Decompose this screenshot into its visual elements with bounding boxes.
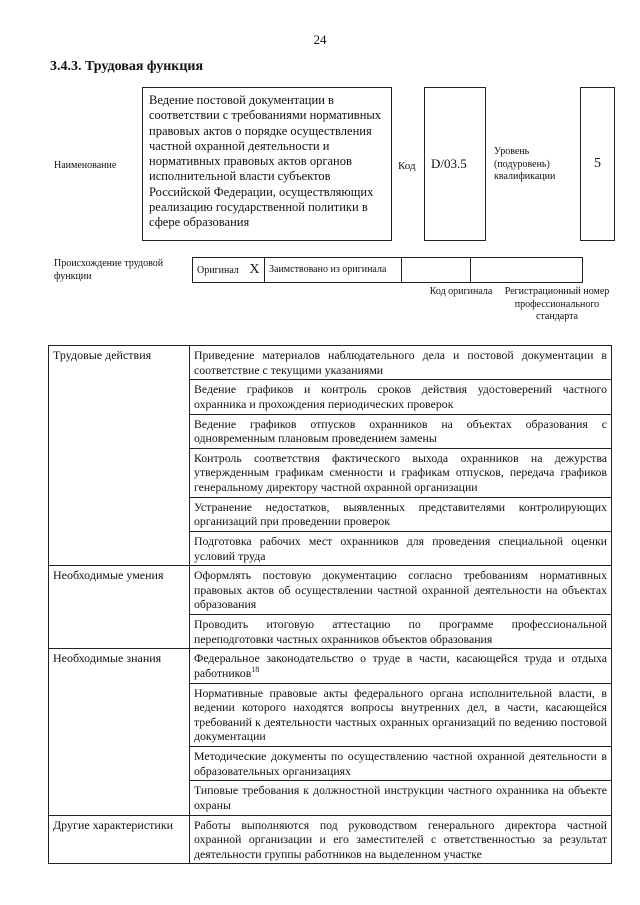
reg-number-cell [471, 258, 583, 283]
reg-number-label: Регистрационный номер профессионального стандарта [504, 286, 610, 322]
table-row [49, 815, 612, 864]
original-label: Оригинал [197, 264, 239, 276]
table-row [49, 566, 612, 615]
category-cell: Необходимые умения [49, 566, 190, 649]
table-cell [190, 649, 612, 683]
page-number: 24 [313, 32, 327, 47]
table-cell: Работы выполняются под руководством генерального директора частной охранной организации и его заместителей с ответственностью за результат деятельности группы работников на выделенном участке [190, 815, 612, 864]
table-cell: Ведение графиков отпусков охранников на объектах образования с одновременным плановым проведением замены [190, 414, 612, 448]
table-cell: Проводить итоговую аттестацию по программе профессиональной переподготовки частных охранников объектов образования [190, 615, 612, 649]
cell-text: Федеральное законодательство о труде в части, касающейся труда и отдыха работников [194, 651, 607, 680]
table-cell: Подготовка рабочих мест охранников для проведения специальной оценки условий труда [190, 531, 612, 565]
table-cell: Контроль соответствия фактического выхода охранников на дежурства утвержденным графикам сменности и графикам отпусков, передача графиков генеральному директору частной охранной организации [190, 448, 612, 497]
section-title: 3.4.3. Трудовая функция [50, 59, 204, 74]
table-row [49, 346, 612, 380]
table-cell: Нормативные правовые акты федерального органа исполнительной власти, в ведении которого находятся вопросы внутренних дел, в части, касающейся требований к деятельности частных охранных организаций по ведению постовой документации [190, 683, 612, 747]
category-cell: Трудовые действия [49, 346, 190, 566]
code-original-cell [402, 258, 471, 283]
origin-label: Происхождение трудовой функции [54, 258, 164, 282]
function-name-value: Ведение постовой документации в соответствии с требованиями нормативных правовых актов о порядке осуществления частной охранной деятельности и нормативных правовых актов органов исполнительной власти субъектов Российской Федерации, осуществляющих реализацию государственной политики в сфере образования [142, 87, 392, 241]
qualification-level-value: 5 [580, 87, 615, 241]
category-cell: Другие характеристики [49, 815, 190, 864]
category-cell: Необходимые знания [49, 649, 190, 815]
code-original-label: Код оригинала [429, 286, 493, 297]
origin-table [192, 257, 583, 283]
footnote-marker: 18 [251, 664, 260, 674]
requirements-table [48, 345, 612, 864]
table-cell: Ведение графиков и контроль сроков действия удостоверений частного охранника и прохождения периодических проверок [190, 380, 612, 414]
code-label: Код [398, 160, 416, 172]
table-cell: Методические документы по осуществлению частной охранной деятельности в образовательных организациях [190, 747, 612, 781]
table-cell: Приведение материалов наблюдательного дела и постовой документации в соответствие с текущими указаниями [190, 346, 612, 380]
function-code-value: D/03.5 [424, 87, 486, 241]
table-cell: Устранение недостатков, выявленных представителями контролирующих организаций при проведении проверок [190, 497, 612, 531]
original-mark: X [249, 261, 260, 277]
table-cell: Оформлять постовую документацию согласно требованиям нормативных правовых актов об осуществлении частной охранной деятельности на объектах образования [190, 566, 612, 615]
original-cell [193, 258, 265, 283]
name-label: Наименование [54, 160, 117, 171]
table-cell: Типовые требования к должностной инструкции частного охранника на объекте охраны [190, 781, 612, 815]
borrowed-cell: Заимствовано из оригинала [265, 258, 402, 283]
table-row [49, 649, 612, 683]
level-label: Уровень (подуровень) квалификации [494, 146, 556, 182]
